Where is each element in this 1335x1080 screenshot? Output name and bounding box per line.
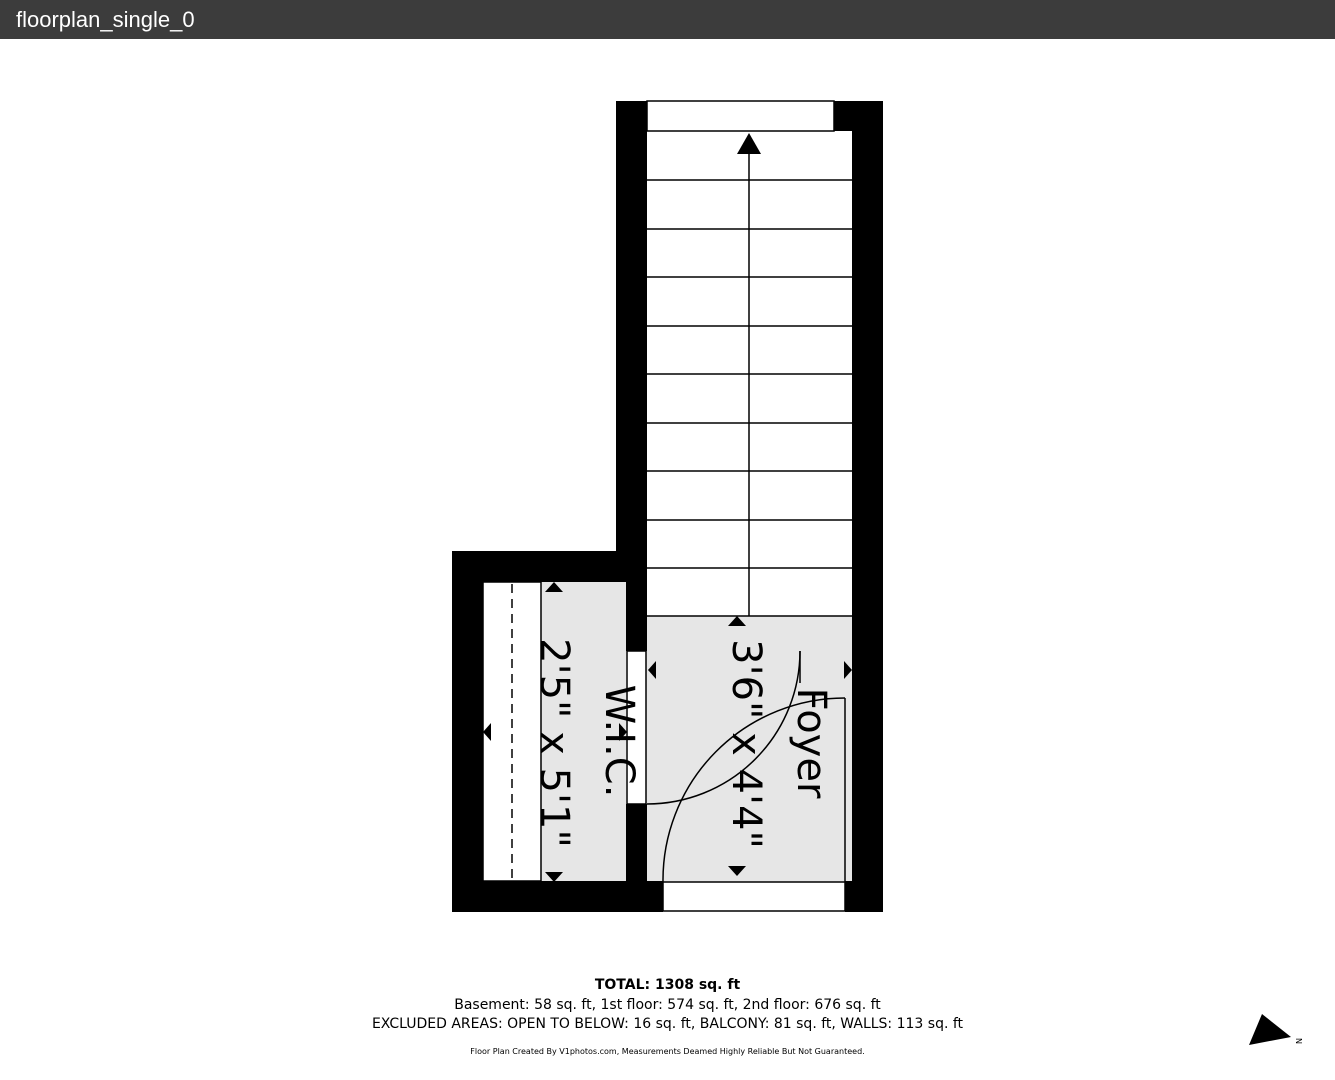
staircase — [647, 150, 852, 616]
foyer-label: Foyer — [788, 687, 834, 799]
compass-north-label: N — [1294, 1038, 1303, 1044]
excluded-areas: EXCLUDED AREAS: OPEN TO BELOW: 16 sq. ft, BALCONY: 81 sq. ft, WALLS: 113 sq. ft — [371, 1016, 964, 1032]
wic-dimensions: 2'5" x 5'1" — [531, 638, 577, 848]
top-opening — [647, 101, 834, 131]
stair-direction-arrow-icon — [737, 133, 761, 154]
credit-note: Floor Plan Created By V1photos.com, Measurements Deamed Highly Reliable But Not Guaranteed. — [470, 1047, 865, 1056]
wic-label: W.I.C. — [596, 684, 642, 798]
compass-icon — [1247, 1012, 1307, 1048]
front-door-frame — [663, 882, 845, 911]
window-title: floorplan_single_0 — [0, 0, 1335, 39]
floor-areas: Basement: 58 sq. ft, 1st floor: 574 sq. ft, 2nd floor: 676 sq. ft — [454, 997, 881, 1013]
total-area: TOTAL: 1308 sq. ft — [594, 977, 741, 993]
foyer-dimensions: 3'6" x 4'4" — [723, 639, 769, 849]
